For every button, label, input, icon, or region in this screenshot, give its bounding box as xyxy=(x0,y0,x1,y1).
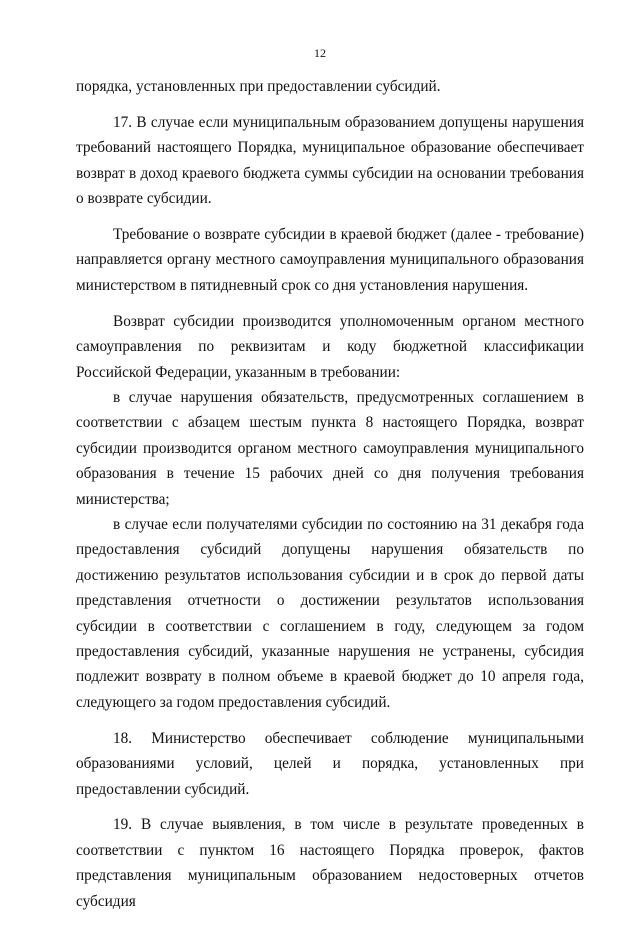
paragraph-item-19: 19. В случае выявления, в том числе в результате проведенных в соответствии с пунктом 16 настоящего Порядка проверок, фактов представления муниципальным образованием недостоверных отчетов субсидия xyxy=(76,816,584,910)
page-number: 12 xyxy=(314,46,326,60)
paragraph-item-17: 17. В случае если муниципальным образованием допущены нарушения требований настоящего Порядка, муниципальное образование обеспечивает возврат в доход краевого бюджета суммы субсидии на основании требования о возврате субсидии. xyxy=(76,113,584,208)
paragraph-continued: порядка, установленных при предоставлении субсидий. xyxy=(76,78,441,95)
paragraph-obligation-breach: в случае нарушения обязательств, предусмотренных соглашением в соответствии с абзацем шестым пункта 8 настоящего Порядка, возврат субсидии производится органом местного самоуправления муниципального образования в течение 15 рабочих дней со дня получения требования министерства; xyxy=(76,388,584,508)
document-body xyxy=(76,74,584,925)
paragraph-item-18: 18. Министерство обеспечивает соблюдение муниципальными образованиями условий, целей и порядка, установленных при предоставлении субсидий. xyxy=(76,729,584,798)
paragraph-results-breach: в случае если получателями субсидии по состоянию на 31 декабря года предоставления субсидий допущены нарушения обязательств по достижению результатов использования субсидии и в срок до первой даты представления отчетности о достижении результатов использования субсидии в соответствии с соглашением в году, следующем за годом предоставления субсидий, указанные нарушения не устранены, субсидия подлежит возврату в полном объеме в краевой бюджет до 10 апреля года, следующего за годом предоставления субсидий. xyxy=(76,516,584,711)
paragraph-refund-demand: Требование о возврате субсидии в краевой бюджет (далее - требование) направляется органу местного самоуправления муниципального образования министерством в пятидневный срок со дня установления нарушения. xyxy=(76,226,584,294)
paragraph-refund-procedure: Возврат субсидии производится уполномоченным органом местного самоуправления по реквизитам и коду бюджетной классификации Российской Федерации, указанным в требовании: xyxy=(76,312,584,381)
